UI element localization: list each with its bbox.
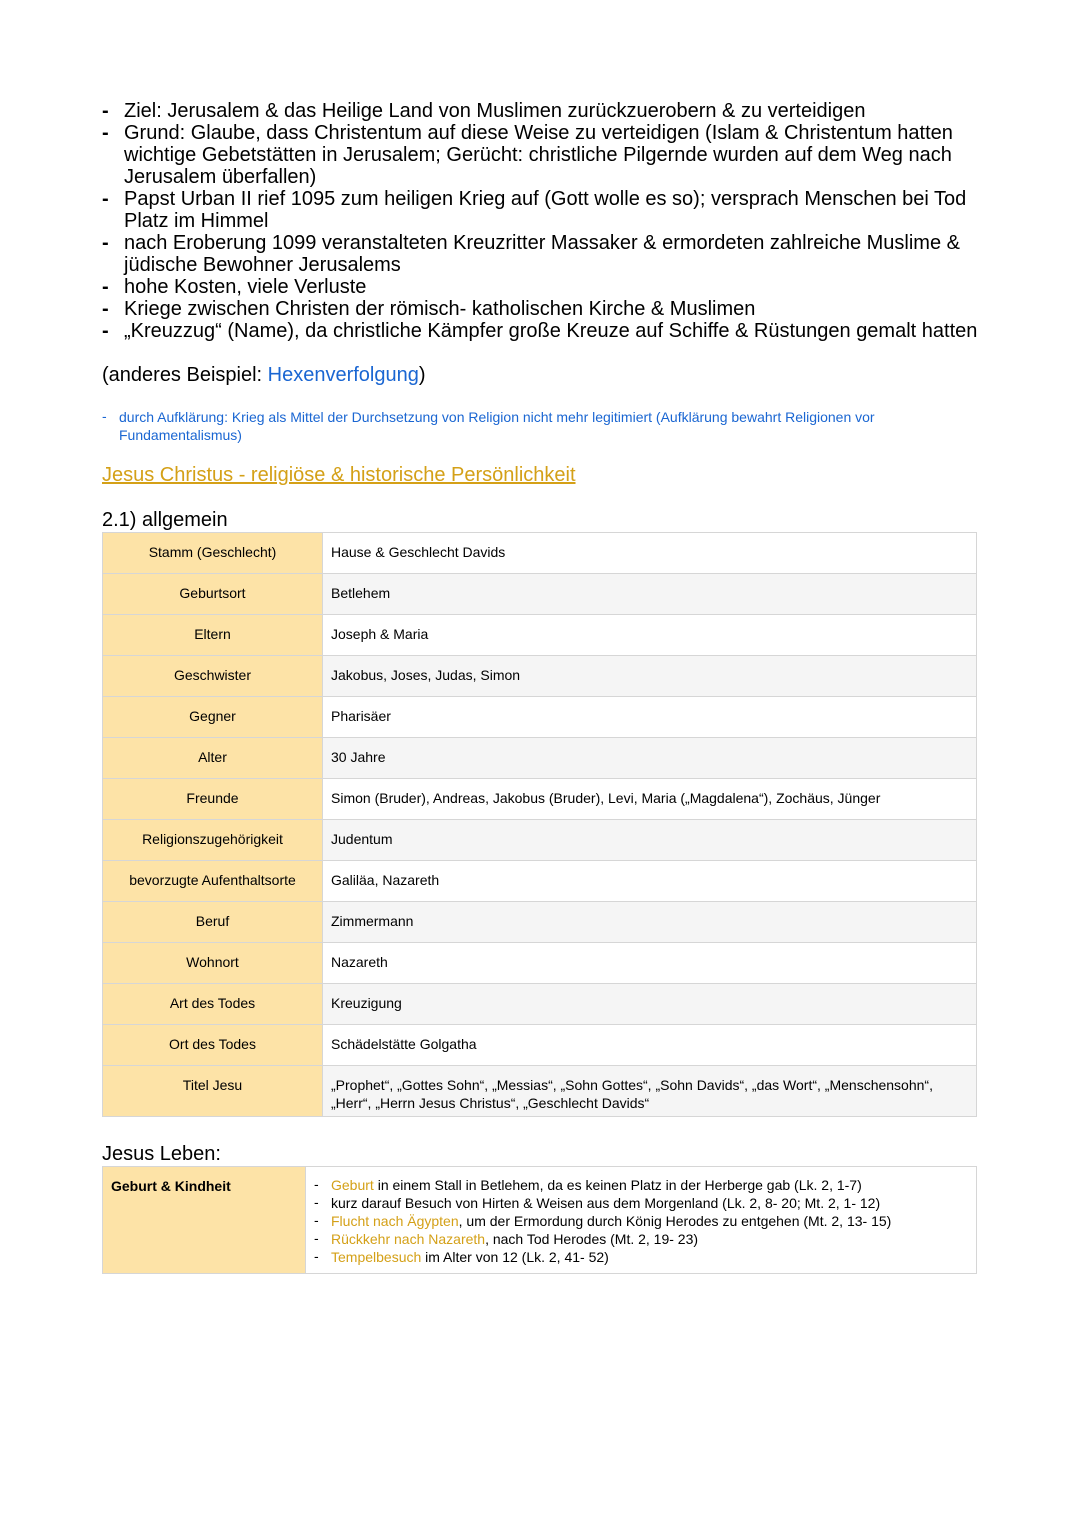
bullet-text: Ziel: Jerusalem & das Heilige Land von Muslimen zurückzuerobern & zu verteidigen bbox=[124, 100, 866, 122]
other-example-line bbox=[102, 363, 426, 387]
info-value: Simon (Bruder), Andreas, Jakobus (Bruder), Levi, Maria („Magdalena“), Zochäus, Jünger bbox=[323, 779, 977, 820]
info-value: Nazareth bbox=[323, 943, 977, 984]
life-event-list bbox=[314, 1176, 968, 1266]
dash-bullet-icon: - bbox=[102, 122, 109, 144]
info-value: Pharisäer bbox=[323, 697, 977, 738]
info-value: Judentum bbox=[323, 820, 977, 861]
info-key: Beruf bbox=[103, 902, 323, 943]
info-value: „Prophet“, „Gottes Sohn“, „Messias“, „Sohn Gottes“, „Sohn Davids“, „das Wort“, „Menschensohn“, „Herr“, „Herrn Jesus Christus“, „Geschlecht Davids“ bbox=[323, 1066, 977, 1117]
info-value: Betlehem bbox=[323, 574, 977, 615]
table-row bbox=[103, 574, 977, 615]
hexenverfolgung-link[interactable]: Hexenverfolgung bbox=[267, 364, 419, 386]
dash-bullet-icon: - bbox=[314, 1230, 319, 1246]
dash-bullet-icon: - bbox=[314, 1194, 319, 1210]
info-key: bevorzugte Aufenthaltsorte bbox=[103, 861, 323, 902]
dash-bullet-icon: - bbox=[102, 320, 109, 342]
table-row bbox=[103, 943, 977, 984]
list-item bbox=[102, 232, 1002, 276]
example-suffix: ) bbox=[418, 364, 426, 386]
table-row bbox=[103, 738, 977, 779]
life-key: Geburt & Kindheit bbox=[103, 1167, 306, 1274]
info-key: Religionszugehörigkeit bbox=[103, 820, 323, 861]
life-heading: Jesus Leben: bbox=[102, 1143, 221, 1165]
enlightenment-note bbox=[102, 408, 959, 444]
bullet-text: Grund: Glaube, dass Christentum auf diese Weise zu verteidigen (Islam & Christentum hatten wichtige Gebetstätten in Jerusalem; Gerücht: christliche Pilgernde wurden auf dem Weg nach Jerusalem überfallen) bbox=[124, 122, 953, 188]
info-key: Ort des Todes bbox=[103, 1025, 323, 1066]
info-key: Art des Todes bbox=[103, 984, 323, 1025]
table-row bbox=[103, 984, 977, 1025]
dash-bullet-icon: - bbox=[102, 298, 109, 320]
info-key: Wohnort bbox=[103, 943, 323, 984]
jesus-info-table bbox=[102, 532, 977, 1117]
dash-bullet-icon: - bbox=[314, 1212, 319, 1228]
jesus-life-table bbox=[102, 1166, 977, 1274]
info-key: Stamm (Geschlecht) bbox=[103, 533, 323, 574]
event-text: , nach Tod Herodes (Mt. 2, 19- 23) bbox=[485, 1231, 699, 1247]
table-row bbox=[103, 1025, 977, 1066]
info-value: Hause & Geschlecht Davids bbox=[323, 533, 977, 574]
highlight-text: Tempelbesuch bbox=[331, 1249, 422, 1265]
list-item bbox=[102, 320, 1002, 342]
list-item bbox=[314, 1194, 968, 1212]
highlight-text: Rückkehr nach Nazareth bbox=[331, 1231, 486, 1247]
highlight-text: Geburt bbox=[331, 1177, 374, 1193]
list-item bbox=[314, 1230, 968, 1248]
example-prefix: (anderes Beispiel: bbox=[102, 364, 268, 386]
list-item bbox=[314, 1212, 968, 1230]
list-item bbox=[102, 188, 1002, 232]
table-row bbox=[103, 1167, 977, 1274]
table-row bbox=[103, 1066, 977, 1117]
info-key: Geschwister bbox=[103, 656, 323, 697]
info-key: Titel Jesu bbox=[103, 1066, 323, 1117]
bullet-text: „Kreuzzug“ (Name), da christliche Kämpfer große Kreuze auf Schiffe & Rüstungen gemalt hatten bbox=[124, 320, 978, 342]
table-row bbox=[103, 697, 977, 738]
info-key: Geburtsort bbox=[103, 574, 323, 615]
dash-bullet-icon: - bbox=[102, 100, 109, 122]
bullet-text: Kriege zwischen Christen der römisch- katholischen Kirche & Muslimen bbox=[124, 298, 756, 320]
info-value: 30 Jahre bbox=[323, 738, 977, 779]
info-value: Schädelstätte Golgatha bbox=[323, 1025, 977, 1066]
crusade-bullet-list bbox=[102, 100, 1002, 342]
table-row bbox=[103, 656, 977, 697]
table-row bbox=[103, 615, 977, 656]
event-text: , um der Ermordung durch König Herodes zu entgehen (Mt. 2, 13- 15) bbox=[458, 1213, 892, 1229]
highlight-text: Flucht nach Ägypten bbox=[331, 1213, 459, 1229]
dash-bullet-icon: - bbox=[102, 188, 109, 210]
list-item bbox=[314, 1248, 968, 1266]
table-row bbox=[103, 820, 977, 861]
general-heading: 2.1) allgemein bbox=[102, 509, 228, 531]
event-text: im Alter von 12 (Lk. 2, 41- 52) bbox=[421, 1249, 609, 1265]
info-value: Zimmermann bbox=[323, 902, 977, 943]
info-key: Alter bbox=[103, 738, 323, 779]
life-value bbox=[306, 1167, 977, 1274]
table-row bbox=[103, 902, 977, 943]
list-item bbox=[102, 100, 1002, 122]
info-key: Freunde bbox=[103, 779, 323, 820]
section-heading[interactable]: Jesus Christus - religiöse & historische Persönlichkeit bbox=[102, 464, 576, 486]
info-key: Gegner bbox=[103, 697, 323, 738]
list-item bbox=[102, 276, 1002, 298]
info-value: Joseph & Maria bbox=[323, 615, 977, 656]
bullet-text: nach Eroberung 1099 veranstalteten Kreuzritter Massaker & ermordeten zahlreiche Muslime & jüdische Bewohner Jerusalems bbox=[124, 232, 960, 276]
list-item bbox=[102, 122, 1002, 188]
bullet-text: hohe Kosten, viele Verluste bbox=[124, 276, 367, 298]
dash-bullet-icon: - bbox=[314, 1176, 319, 1192]
table-row bbox=[103, 861, 977, 902]
list-item bbox=[314, 1176, 968, 1194]
info-value: Kreuzigung bbox=[323, 984, 977, 1025]
info-key: Eltern bbox=[103, 615, 323, 656]
table-row bbox=[103, 533, 977, 574]
info-value: Jakobus, Joses, Judas, Simon bbox=[323, 656, 977, 697]
table-row bbox=[103, 779, 977, 820]
bullet-text: Papst Urban II rief 1095 zum heiligen Krieg auf (Gott wolle es so); versprach Menschen bei Tod Platz im Himmel bbox=[124, 188, 967, 232]
event-text: in einem Stall in Betlehem, da es keinen Platz in der Herberge gab (Lk. 2, 1-7) bbox=[373, 1177, 862, 1193]
info-value: Galiläa, Nazareth bbox=[323, 861, 977, 902]
dash-bullet-icon: - bbox=[102, 232, 109, 254]
dash-bullet-icon: - bbox=[102, 276, 109, 298]
dash-bullet-icon: - bbox=[314, 1248, 319, 1264]
note-text: durch Aufklärung: Krieg als Mittel der Durchsetzung von Religion nicht mehr legitimiert (Aufklärung bewahrt Religionen vor Fundamentalismus) bbox=[119, 409, 875, 443]
list-item bbox=[102, 298, 1002, 320]
event-text: kurz darauf Besuch von Hirten & Weisen aus dem Morgenland (Lk. 2, 8- 20; Mt. 2, 1- 12) bbox=[331, 1195, 881, 1211]
dash-bullet-icon: - bbox=[102, 408, 107, 424]
